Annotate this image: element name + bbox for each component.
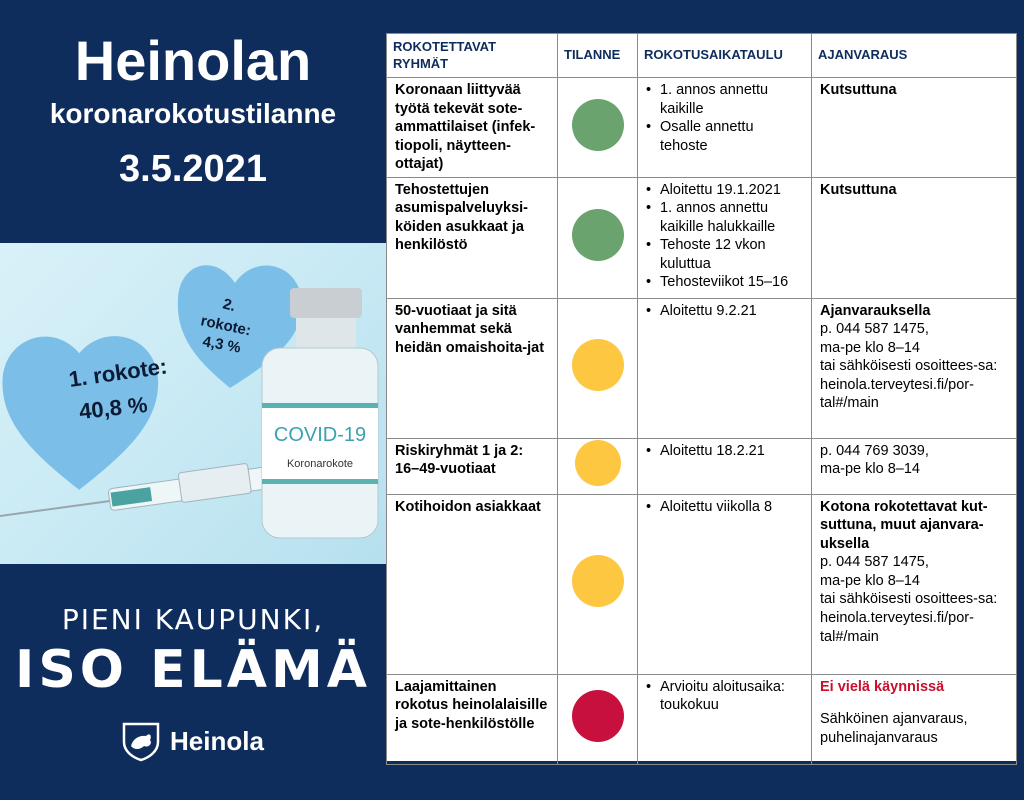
booking-line: heinola.terveytesi.fi/por-tal#/main xyxy=(820,376,974,412)
status-cell xyxy=(558,494,638,674)
schedule-cell xyxy=(638,298,812,438)
slogan-line2: ISO ELÄMÄ xyxy=(15,640,371,700)
schedule-cell xyxy=(638,78,812,178)
status-cell xyxy=(558,78,638,178)
status-yellow-dot xyxy=(572,555,624,607)
status-cell xyxy=(558,438,638,494)
group-cell: Koronaan liittyvää työtä tekevät sote-ammattilaiset (infek-tiopoli, näytteen-ottajat) xyxy=(387,78,558,178)
schedule-item: • Aloitettu 19.1.2021 xyxy=(646,181,805,200)
booking-bold: Kotona rokotettavat kut-suttuna, muut ajanvara-uksella xyxy=(820,498,988,552)
status-cell xyxy=(558,298,638,438)
vial-label: COVID-19 xyxy=(273,424,367,446)
header-groups: ROKOTETTAVAT RYHMÄT xyxy=(387,34,558,78)
group-cell: Laajamittainen rokotus heinolalaisille ja sote-henkilöstölle xyxy=(387,674,558,764)
header-schedule: ROKOTUSAIKATAULU xyxy=(638,34,812,78)
heart1-line2: 40,8 % xyxy=(77,391,149,424)
booking-cell xyxy=(812,494,1017,674)
booking-line: p. 044 587 1475, xyxy=(820,321,929,338)
table-row xyxy=(387,674,1017,764)
schedule-item: • Tehoste 12 vkon kuluttua xyxy=(646,236,805,273)
booking-bold: Ajanvarauksella xyxy=(820,302,931,319)
booking-line: p. 044 587 1475, xyxy=(820,554,929,571)
booking-line: heinola.terveytesi.fi/por-tal#/main xyxy=(820,610,974,645)
table-row xyxy=(387,78,1017,178)
schedule-cell xyxy=(638,494,812,674)
schedule-item: • Arvioitu aloitusaika: toukokuu xyxy=(646,678,805,715)
schedule-cell xyxy=(638,674,812,764)
schedule-item: • Aloitettu 18.2.21 xyxy=(646,442,805,461)
booking-line: ma-pe klo 8–14 xyxy=(820,461,920,478)
booking-bold: Kutsuttuna xyxy=(820,181,897,198)
slogan-line1: PIENI KAUPUNKI, xyxy=(61,603,325,636)
schedule-item: • Aloitettu 9.2.21 xyxy=(646,302,805,321)
page-subtitle: koronarokotustilanne xyxy=(49,98,337,129)
schedule-item: • Tehosteviikot 15–16 xyxy=(646,273,805,292)
status-cell xyxy=(558,177,638,298)
status-green-dot xyxy=(572,99,624,151)
header-booking: AJANVARAUS xyxy=(812,34,1017,78)
booking-cell xyxy=(812,177,1017,298)
booking-cell xyxy=(812,298,1017,438)
syringe-icon xyxy=(0,463,279,516)
heart2-line1: 2. xyxy=(220,295,238,316)
header-status: TILANNE xyxy=(558,34,638,78)
booking-line: Sähköinen ajanvaraus, puhelinajanvaraus xyxy=(820,711,968,746)
booking-line: tai sähköisesti osoittees-sa: xyxy=(820,591,998,608)
schedule-item: • Osalle annettu tehoste xyxy=(646,118,805,155)
booking-bold: Kutsuttuna xyxy=(820,82,897,98)
group-cell: 50-vuotiaat ja sitä vanhemmat sekä heidän omaishoita-jat xyxy=(387,298,558,438)
booking-cell xyxy=(812,438,1017,494)
vaccine-illustration xyxy=(0,243,386,564)
vaccination-table xyxy=(386,33,1016,761)
booking-line: ma-pe klo 8–14 xyxy=(820,339,920,356)
booking-cell xyxy=(812,78,1017,178)
coat-of-arms-icon xyxy=(120,720,162,762)
logo-text: Heinola xyxy=(170,725,264,756)
booking-line: p. 044 769 3039, xyxy=(820,442,929,459)
booking-cell xyxy=(812,674,1017,764)
schedule-item: • Aloitettu viikolla 8 xyxy=(646,498,805,517)
status-red-dot xyxy=(572,690,624,742)
heinola-logo xyxy=(120,720,264,762)
table-row xyxy=(387,298,1017,438)
table-row xyxy=(387,494,1017,674)
booking-line: ma-pe klo 8–14 xyxy=(820,572,920,589)
status-yellow-dot xyxy=(572,339,624,391)
group-cell: Riskiryhmät 1 ja 2: 16–49-vuotiaat xyxy=(387,438,558,494)
schedule-cell xyxy=(638,177,812,298)
schedule-cell xyxy=(638,438,812,494)
heart2-line3: 4,3 % xyxy=(201,333,243,357)
table-row xyxy=(387,177,1017,298)
vial-sublabel: Koronarokote xyxy=(286,458,354,470)
booking-alert: Ei vielä käynnissä xyxy=(820,678,945,695)
schedule-item: • 1. annos annettu kaikille halukkaille xyxy=(646,199,805,236)
status-cell xyxy=(558,674,638,764)
vaccine-photo xyxy=(0,243,386,564)
page-title: Heinolan xyxy=(74,29,312,92)
left-panel xyxy=(0,0,386,800)
group-cell: Tehostettujen asumispalveluyksi-köiden asukkaat ja henkilöstö xyxy=(387,177,558,298)
booking-line: tai sähköisesti osoittees-sa: xyxy=(820,358,998,375)
schedule-item: • 1. annos annettu kaikille xyxy=(646,81,805,118)
status-green-dot xyxy=(572,209,624,261)
page-date: 3.5.2021 xyxy=(119,148,267,190)
status-yellow-dot xyxy=(575,440,621,486)
heart2-line2: rokote: xyxy=(199,312,253,340)
heart1-line1: 1. rokote: xyxy=(67,353,169,392)
table-row xyxy=(387,438,1017,494)
group-cell: Kotihoidon asiakkaat xyxy=(387,494,558,674)
